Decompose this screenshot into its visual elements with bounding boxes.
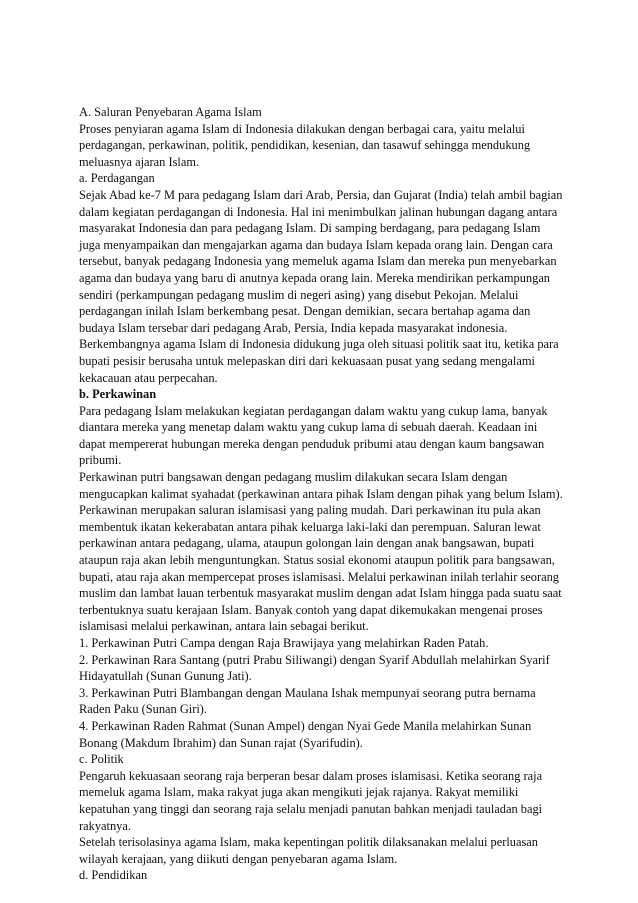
- document-page: [79, 104, 564, 884]
- politik-paragraph-1: Pengaruh kekuasaan seorang raja berperan besar dalam proses islamisasi. Ketika seorang raja memeluk agama Islam, maka rakyat juga akan mengikuti jejak rajanya. Rakyat memiliki kepatuhan yang tinggi dan seorang raja selalu menjadi panutan bahkan menjadi tauladan bagi rakyatnya.: [79, 768, 543, 833]
- intro-paragraph: Proses penyiaran agama Islam di Indonesia dilakukan dengan berbagai cara, yaitu melalui perdagangan, perkawinan, politik, pendidikan, kesenian, dan tasawuf sehingga mendukung meluasnya ajaran Islam.: [79, 121, 531, 169]
- perkawinan-paragraph-2: Perkawinan putri bangsawan dengan pedagang muslim dilakukan secara Islam dengan mengucapkan kalimat syahadat (perkawinan antara pihak Islam dengan pihak yang belum Islam). Perkawinan merupakan saluran islamisasi yang paling mudah. Dari perkawinan itu pula akan membentuk ikatan kekerabatan antara pihak keluarga laki-laki dan perempuan. Saluran lewat perkawinan antara pedagang, ulama, ataupun golongan lain dengan anak bangsawan, bupati ataupun raja akan lebih menguntungkan. Status sosial ekonomi ataupun politik para bangsawan, bupati, atau raja akan mempercepat proses islamisasi. Melalui perkawinan inilah terlahir seorang muslim dan lambat lauan terbentuk masyarakat muslim dengan adat Islam hingga pada suatu saat terbentuknya suatu kerajaan Islam. Banyak contoh yang dapat dikemukakan mengenai proses islamisasi melalui perkawinan, antara lain sebagai berikut.: [79, 470, 563, 634]
- perdagangan-paragraph: Sejak Abad ke-7 M para pedagang Islam dari Arab, Persia, dan Gujarat (India) telah ambil bagian dalam kegiatan perdagangan di Indonesia. Hal ini menimbulkan jalinan hubungan dagang antara masyarakat Indonesia dan para pedagang Islam. Di samping berdagang, para pedagang Islam juga menyampaikan dan mengajarkan agama dan budaya Islam kepada orang lain. Dengan cara tersebut, banyak pedagang Indonesia yang memeluk agama Islam dan mereka pun menyebarkan agama dan budaya yang baru di anutnya kepada orang lain. Mereka mendirikan perkampungan sendiri (perkampungan pedagang muslim di negeri asing) yang disebut Pekojan. Melalui perdagangan inilah Islam berkembang pesat. Dengan demikian, secara bertahap agama dan budaya Islam tersebar dari pedagang Arab, Persia, India kepada masyarakat indonesia. Berkembangnya agama Islam di Indonesia didukung juga oleh situasi politik saat itu, ketika para bupati pesisir berusaha untuk melepaskan diri dari kekuasaan pusat yang sedang mengalami kekacauan atau perpecahan.: [79, 187, 563, 385]
- perkawinan-paragraph-1: Para pedagang Islam melakukan kegiatan perdagangan dalam waktu yang cukup lama, banyak diantara mereka yang menetap dalam waktu yang cukup lama di sebuah daerah. Keadaan ini dapat mempererat hubungan mereka dengan penduduk pribumi atau dengan kaum bangsawan pribumi.: [79, 403, 548, 468]
- perkawinan-list-item: 2. Perkawinan Rara Santang (putri Prabu Siliwangi) dengan Syarif Abdullah melahirkan Syarif Hidayatullah (Sunan Gunung Jati).: [79, 652, 550, 684]
- subsection-title-perkawinan: b. Perkawinan: [79, 387, 157, 402]
- politik-paragraph-2: Setelah terisolasinya agama Islam, maka kepentingan politik dilaksanakan melalui perluasan wilayah kerajaan, yang diikuti dengan penyebaran agama Islam.: [79, 835, 538, 866]
- subsection-title-perdagangan: a. Perdagangan: [79, 171, 155, 186]
- subsection-title-politik: c. Politik: [79, 752, 124, 767]
- perkawinan-list-item: 3. Perkawinan Putri Blambangan dengan Maulana Ishak mempunyai seorang putra bernama Raden Paku (Sunan Giri).: [79, 685, 536, 717]
- perkawinan-list-item: 4. Perkawinan Raden Rahmat (Sunan Ampel) dengan Nyai Gede Manila melahirkan Sunan Bonang (Makdum Ibrahim) dan Sunan rajat (Syarifudin).: [79, 718, 532, 750]
- subsection-title-pendidikan: d. Pendidikan: [79, 868, 148, 883]
- perkawinan-list-item: 1. Perkawinan Putri Campa dengan Raja Brawijaya yang melahirkan Raden Patah.: [79, 636, 489, 650]
- section-heading: A. Saluran Penyebaran Agama Islam: [79, 105, 262, 119]
